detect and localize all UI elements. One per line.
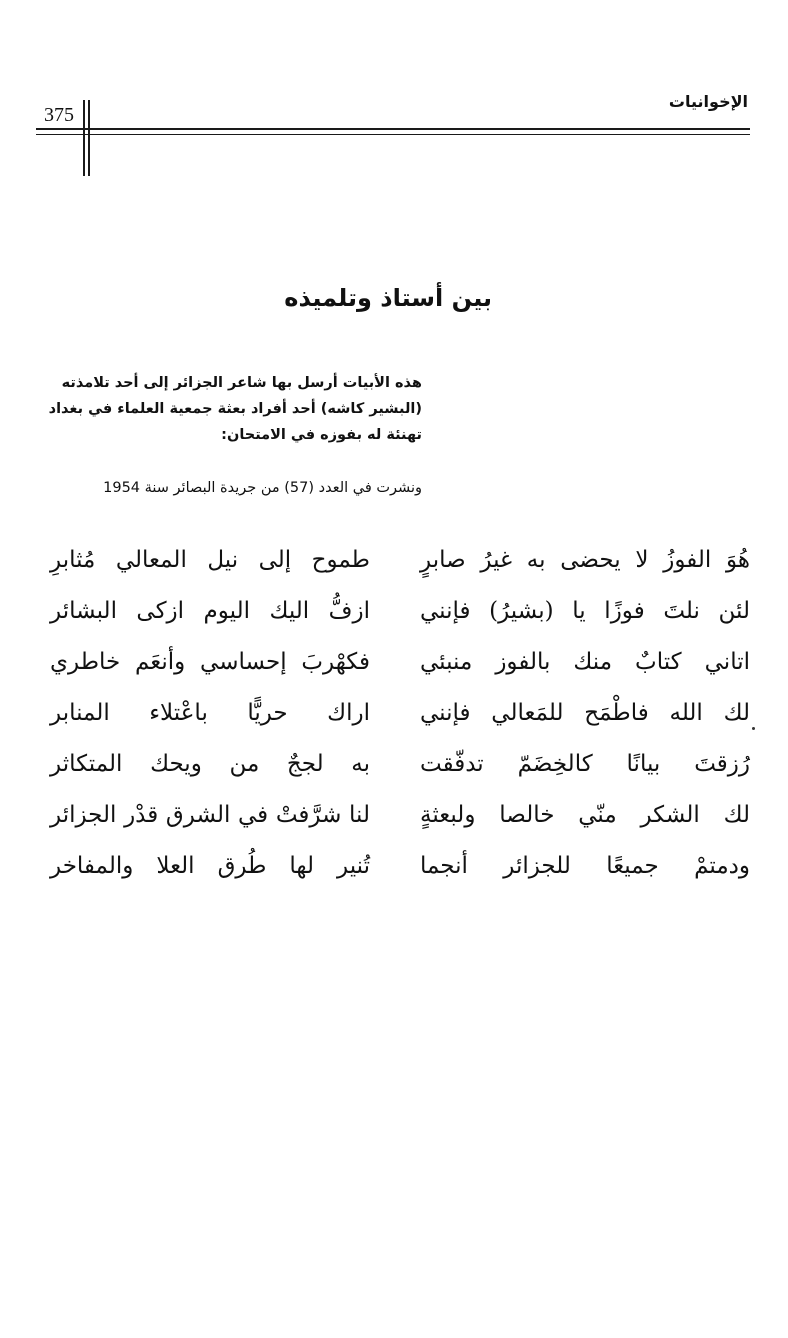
verse-first-half: ودمتمْ جميعًا للجزائر أنجما bbox=[420, 853, 750, 879]
verse-second-half: ازفُّ اليك اليوم ازكى البشائر bbox=[50, 598, 370, 624]
intro-note bbox=[38, 370, 422, 448]
header-vertical-rule bbox=[88, 100, 90, 176]
verse bbox=[40, 591, 750, 642]
scan-speck bbox=[752, 727, 755, 730]
verse bbox=[40, 540, 750, 591]
section-title: الإخوانيات bbox=[668, 92, 748, 111]
verse-second-half: فكهْربَ إحساسي وأنعَم خاطري bbox=[50, 649, 370, 675]
verse-second-half: تُنير لها طُرق العلا والمفاخر bbox=[50, 853, 370, 879]
verse-second-half: اراك حريًّا باعْتلاء المنابر bbox=[50, 700, 370, 726]
verse-first-half: لك الشكر منّي خالصا ولبعثةٍ bbox=[420, 802, 750, 828]
intro-line: هذه الأبيات أرسل بها شاعر الجزائر إلى أحد تلامذته bbox=[61, 375, 422, 391]
header-rule-thin bbox=[36, 134, 750, 135]
verse-second-half: لنا شرَّفتْ في الشرق قدْر الجزائر bbox=[50, 802, 370, 828]
verse bbox=[40, 642, 750, 693]
poem bbox=[40, 540, 750, 897]
verse bbox=[40, 795, 750, 846]
verse-first-half: هُوَ الفوزُ لا يحضى به غيرُ صابرٍ bbox=[420, 547, 750, 573]
verse bbox=[40, 744, 750, 795]
verse-second-half: به لججٌ من ويحك المتكاثر bbox=[50, 751, 370, 777]
header-vertical-rule bbox=[83, 100, 85, 176]
verse-first-half: اتاني كتابٌ منك بالفوز منبئي bbox=[420, 649, 750, 675]
header-rule bbox=[36, 128, 750, 130]
publication-note: ونشرت في العدد (57) من جريدة البصائر سنة 1954 bbox=[103, 480, 422, 496]
intro-line: تهنئة له بفوزه في الامتحان: bbox=[221, 427, 422, 443]
verse-second-half: طموح إلى نيل المعالي مُثابرِ bbox=[50, 547, 370, 573]
poem-title: بين أستاذ وتلميذه bbox=[284, 284, 492, 312]
verse bbox=[40, 846, 750, 897]
verse bbox=[40, 693, 750, 744]
page-number: 375 bbox=[44, 104, 74, 126]
verse-first-half: رُزقتَ بيانًا كالخِضَمّ تدفّقت bbox=[420, 751, 750, 777]
intro-line: (البشير كاشه) أحد أفراد بعثة جمعية العلماء في بغداد bbox=[48, 401, 422, 417]
verse-first-half: لئن نلتَ فوزًا يا (بشيرُ) فإنني bbox=[420, 598, 750, 624]
verse-first-half: لك الله فاطْمَح للمَعالي فإنني bbox=[420, 700, 750, 726]
